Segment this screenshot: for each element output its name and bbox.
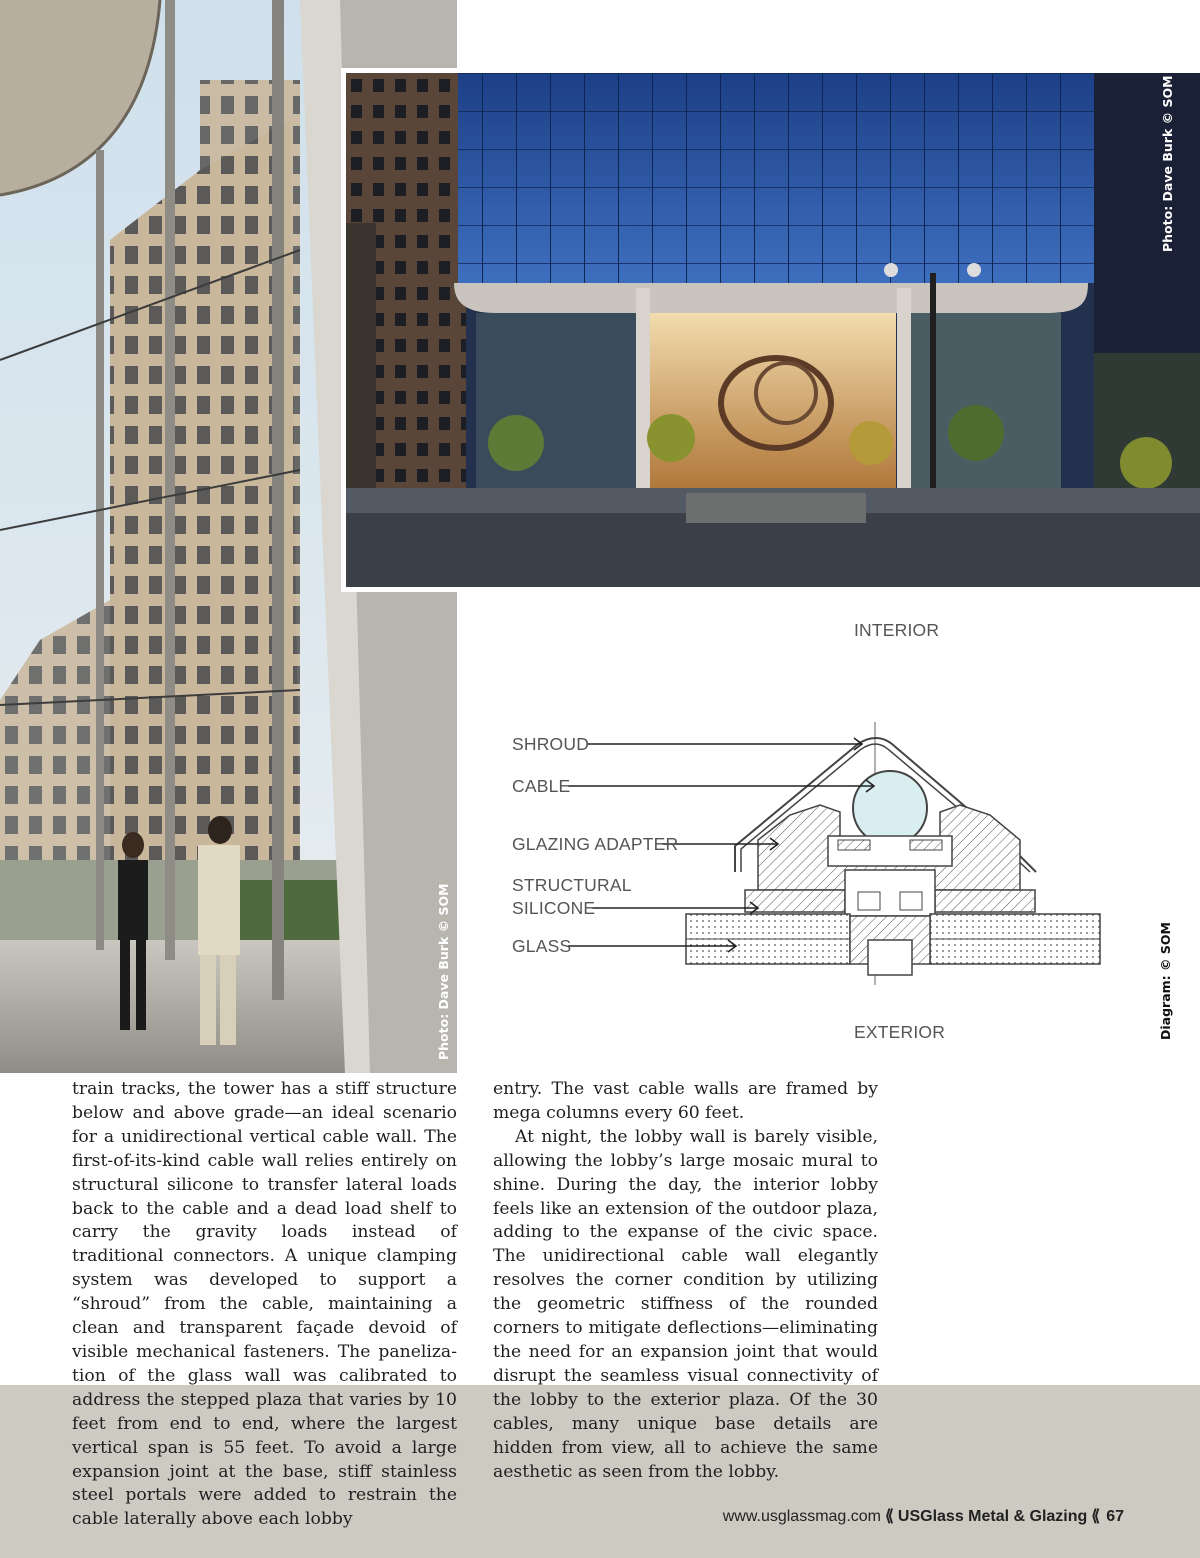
diagram-glazing-adapter-label: GLAZING ADAPTER [512, 834, 679, 854]
diagram-exterior-label: EXTERIOR [854, 1022, 946, 1042]
article-paragraph: At night, the lobby wall is barely visible, allowing the lobby’s large mosaic mural to shine. During the day, the interior lobby feels like an extension of the outdoor plaza, adding to the expanse of the civic space. The unidirectional cable wall elegantly resolves the corner condition by utilizing the geometric stiffness of the rounded corners to mitigate deflections—eliminating the need for an expansion joint that would disrupt the seamless visual connectivity of the lobby to the exterior plaza. Of the 30 cables, many unique base details are hidden from view, all to achieve the same aesthetic as seen from the lobby. [493, 1126, 878, 1482]
cable-wall-detail-diagram [490, 600, 1130, 1060]
diagram-credit: Diagram: © SOM [1158, 922, 1173, 1040]
footer-separator: ⟪ [1091, 1508, 1101, 1525]
footer-url: www.usglassmag.com [722, 1508, 881, 1525]
tower-photo-credit: Photo: Dave Burk © SOM [1160, 75, 1175, 252]
page-footer [723, 1506, 1124, 1526]
article-paragraph: train tracks, the tower has a stiff structure below and above grade—an ideal scenario for a unidirectional vertical cable wall. The first-of-its-kind cable wall relies entirely on structural silicone to transfer lateral loads back to the cable and a dead load shelf to carry the gravity loads instead of traditional connectors. A unique clamping system was developed to support a “shroud” from the cable, maintaining a clean and transparent façade devoid of visible mechanical fasteners. The panelization of the glass wall was calibrated to address the stepped plaza that varies by 10 feet from end to end, where the largest vertical span is 55 feet. To avoid a large expansion joint at the base, stiff stainless steel portals were added to restrain the cable laterally above each lobby [72, 1079, 457, 1530]
lobby-photo-credit: Photo: Dave Burk © SOM [436, 883, 451, 1060]
diagram-cable-label: CABLE [512, 776, 571, 796]
diagram-glass-label: GLASS [512, 936, 572, 956]
diagram-shroud-label: SHROUD [512, 734, 590, 754]
tower-photo-frame [341, 68, 1200, 592]
diagram-structural-label: STRUCTURAL [512, 875, 632, 895]
article-column-2 [493, 1078, 878, 1484]
footer-separator: ⟪ [885, 1508, 894, 1525]
article-column-1 [72, 1078, 457, 1532]
diagram-silicone-label: SILICONE [512, 898, 596, 918]
tower-photo [346, 73, 1200, 587]
article-paragraph: entry. The vast cable walls are framed by mega columns every 60 feet. [493, 1079, 878, 1123]
footer-magazine-name: USGlass Metal & Glazing [897, 1508, 1088, 1525]
page-number: 67 [1106, 1508, 1124, 1525]
diagram-interior-label: INTERIOR [854, 620, 940, 640]
